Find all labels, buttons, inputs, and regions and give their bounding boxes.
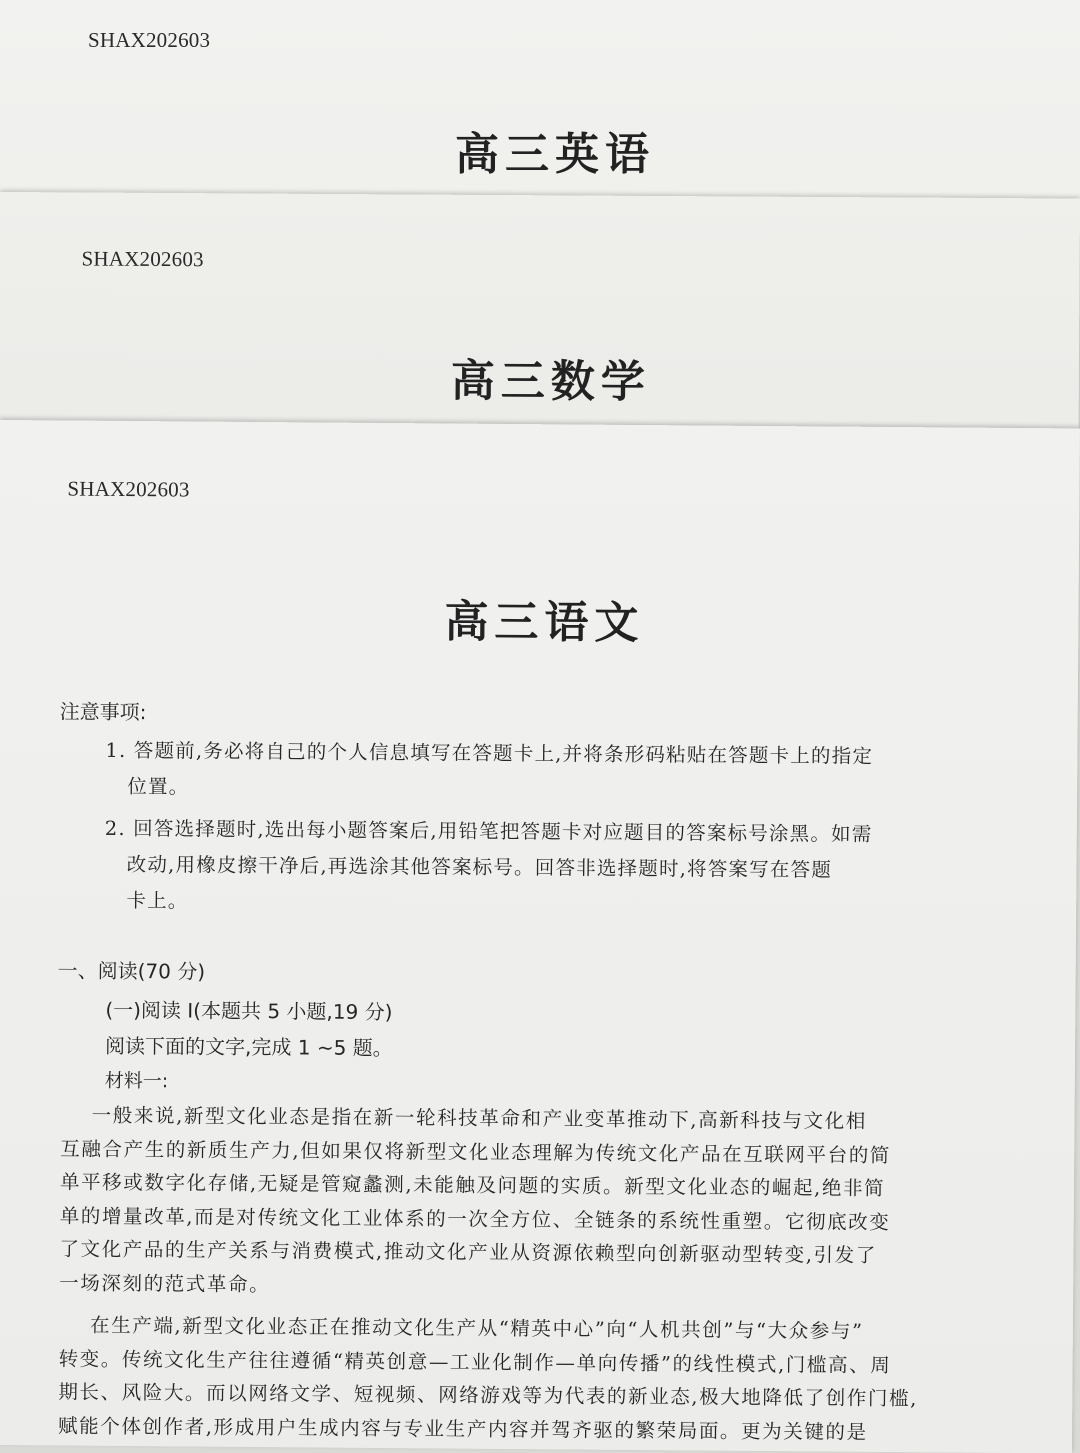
paragraph-line: 单的增量改革,而是对传统文化工业体系的一次全方位、全链条的系统性重塑。它彻底改变 bbox=[59, 1203, 891, 1234]
reading-instruction: 阅读下面的文字,完成 1 ~5 题。 bbox=[104, 1033, 393, 1061]
body-paragraph bbox=[58, 1308, 919, 1449]
exam-code: SHAX202603 bbox=[67, 476, 190, 502]
notice-item bbox=[105, 733, 873, 811]
paragraph-line: 互融合产生的新质生产力,但如果仅将新型文化业态理解为传统文化产品在互联网平台的简 bbox=[60, 1136, 892, 1167]
exam-code: SHAX202603 bbox=[81, 246, 204, 272]
body-paragraph bbox=[59, 1098, 891, 1306]
reading-part-heading: (一)阅读 I(本题共 5 小题,19 分) bbox=[105, 997, 393, 1025]
exam-title: 高三语文 bbox=[444, 596, 645, 650]
math-exam-sheet bbox=[0, 192, 1080, 459]
notice-line: 位置。 bbox=[105, 774, 190, 799]
paragraph-line: 单平移或数字化存储,无疑是管窥蠡测,未能触及问题的实质。新型文化业态的崛起,绝非简 bbox=[59, 1170, 886, 1200]
exam-title: 高三数学 bbox=[450, 355, 652, 408]
exam-title: 高三英语 bbox=[455, 129, 655, 180]
notice-line: 卡上。 bbox=[104, 888, 189, 913]
notice-line: 1. 答题前,务必将自己的个人信息填写在答题卡上,并将条形码粘贴在答题卡上的指定 bbox=[105, 738, 874, 768]
section-heading: 一、阅读(70 分) bbox=[57, 958, 206, 984]
notice-heading: 注意事项: bbox=[59, 699, 147, 725]
paragraph-line: 一般来说,新型文化业态是指在新一轮科技革命和产业变革推动下,高新科技与文化相 bbox=[60, 1103, 868, 1133]
notice-line: 改动,用橡皮擦干净后,再选涂其他答案标号。回答非选择题时,将答案写在答题 bbox=[104, 852, 833, 882]
notice-item bbox=[104, 811, 873, 925]
chinese-exam-sheet bbox=[0, 420, 1080, 1453]
paragraph-line: 了文化产品的生产关系与消费模式,推动文化产业从资源依赖型向创新驱动型转变,引发了 bbox=[59, 1237, 877, 1267]
paragraph-line: 赋能个体创作者,形成用户生成内容与专业生产内容并驾齐驱的繁荣局面。更为关键的是 bbox=[58, 1413, 868, 1444]
paragraph-line: 在生产端,新型文化业态正在推动文化生产从“精英中心”向“人机共创”与“大众参与” bbox=[58, 1313, 864, 1343]
exam-code: SHAX202603 bbox=[88, 28, 211, 52]
paragraph-line: 一场深刻的范式革命。 bbox=[59, 1270, 271, 1296]
paragraph-line: 期长、风险大。而以网络文学、短视频、网络游戏等为代表的新业态,极大地降低了创作门槛, bbox=[58, 1380, 919, 1411]
material-label: 材料一: bbox=[104, 1069, 169, 1093]
notice-line: 2. 回答选择题时,选出每小题答案后,用铅笔把答题卡对应题目的答案标号涂黑。如需 bbox=[104, 816, 873, 846]
paragraph-line: 转变。传统文化生产往往遵循“精英创意—工业化制作—单向传播”的线性模式,门槛高、周 bbox=[58, 1346, 892, 1377]
